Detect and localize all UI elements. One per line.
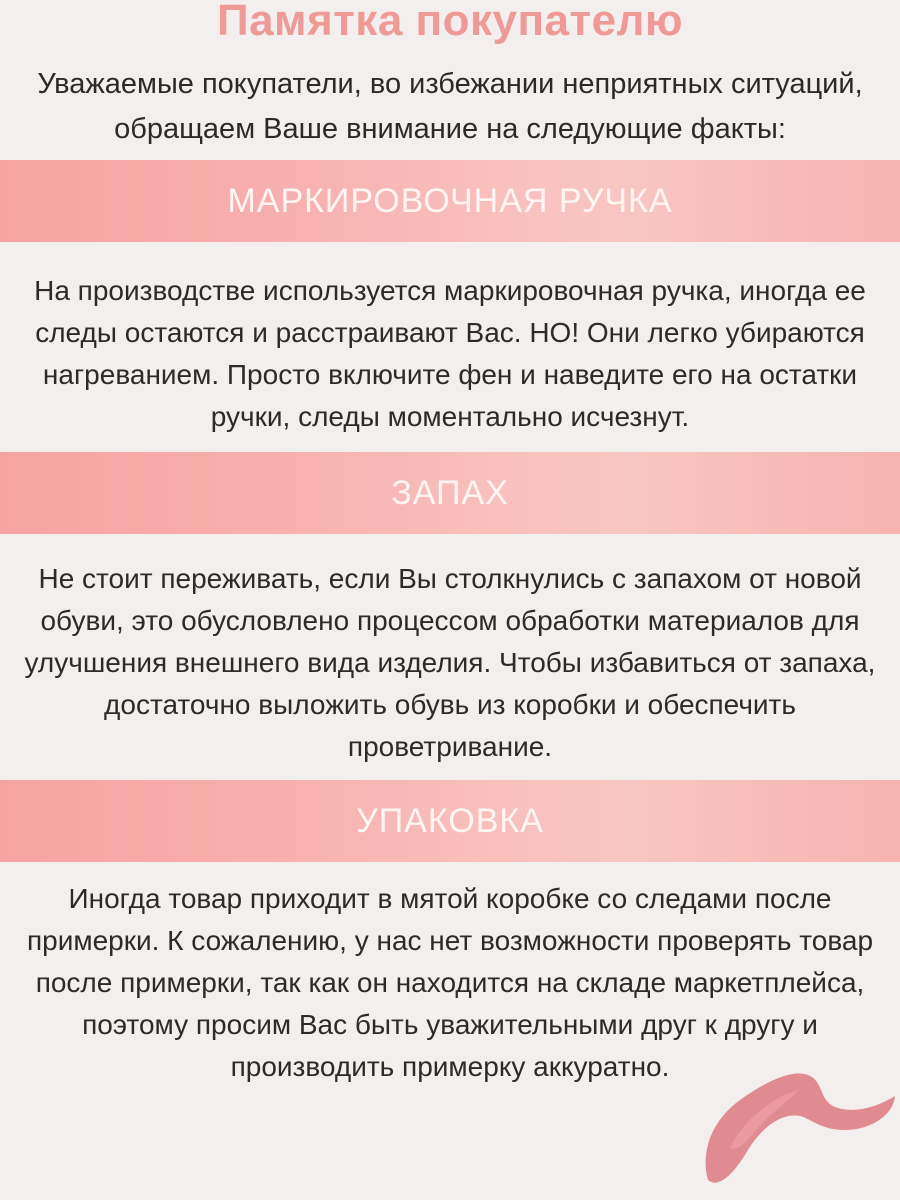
body-line: проветривание. [347,731,553,762]
body-line: улучшения внешнего вида изделия. Чтобы избавиться от запаха, [24,647,876,678]
body-line: Иногда товар приходит в мятой коробке со следами после [68,883,832,914]
section-body-marker-pen [0,270,900,438]
body-line: нагреванием. Просто включите фен и наведите его на остатки [42,359,858,390]
body-line: обуви, это обусловлено процессом обработки материалов для [40,605,860,636]
section-title: МАРКИРОВОЧНАЯ РУЧКА [227,181,673,220]
intro-line: Уважаемые покупатели, во избежании неприятных ситуаций, [37,68,863,100]
body-line: Не стоит переживать, если Вы столкнулись с запахом от новой [38,563,862,594]
page-title: Памятка покупателю [216,0,684,45]
body-line: производить примерку аккуратно. [230,1051,670,1082]
body-line: следы остаются и расстраивают Вас. НО! Они легко убираются [35,317,865,348]
body-line: примерки. К сожалению, у нас нет возможности проверять товар [26,925,874,956]
intro-text [0,62,900,152]
section-body-smell [0,558,900,768]
section-title: УПАКОВКА [356,801,544,840]
body-line: достаточно выложить обувь из коробки и обеспечить [104,689,796,720]
section-header-packaging [0,780,900,862]
body-line: после примерки, так как он находится на складе маркетплейса, [35,967,865,998]
section-title: ЗАПАХ [391,473,509,512]
body-line: На производстве используется маркировочная ручка, иногда ее [34,275,866,306]
section-header-smell [0,452,900,534]
body-line: поэтому просим Вас быть уважительными друг к другу и [82,1009,818,1040]
lipstick-swatch-shape [706,1073,895,1182]
intro-line: обращаем Ваше внимание на следующие факты: [114,113,786,145]
body-line: ручки, следы моментально исчезнут. [210,401,690,432]
section-header-marker-pen [0,160,900,242]
lipstick-swatch-icon [690,1030,900,1200]
